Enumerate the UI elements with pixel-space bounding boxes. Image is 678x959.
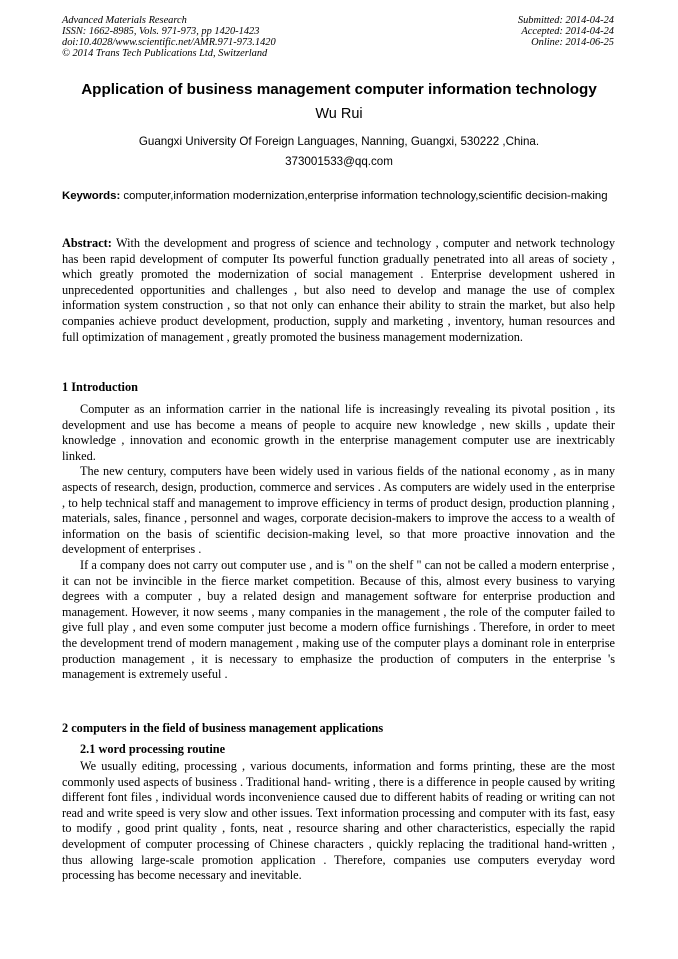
abstract-text: With the development and progress of science and technology , computer and network technology has been rapid development of computer Its powerful function gradually penetrated into all areas of society , which greatly promoted the modernization of social management . Enterprise development ushered in unprecedented opportunities and challenges , but also need to develop and manage the use of complex information system construction , so that not only can enhance their ability to strain the market, but also help companies achieve product development, production, supply and marketing , inventory, human resources and full optimization of management , greatly promoted the business management modernization. <box>62 236 615 344</box>
author-email: 373001533@qq.com <box>285 155 393 168</box>
keywords <box>62 189 615 204</box>
section-heading-applications: 2 computers in the field of business management applications <box>62 721 384 735</box>
abstract <box>62 236 615 345</box>
accepted-date: Accepted: 2014-04-24 <box>521 26 614 37</box>
paper-author: Wu Rui <box>315 106 363 122</box>
word-processing-body <box>62 759 615 884</box>
keywords-text: computer,information modernization,enterprise information technology,scientific decision-making <box>123 190 608 202</box>
subsection-heading-word-processing: 2.1 word processing routine <box>80 742 226 756</box>
journal-header-right <box>518 15 614 48</box>
paper-title: Application of business management computer information technology <box>81 81 597 98</box>
paragraph: We usually editing, processing , various documents, information and forms printing, these are the most commonly used aspects of business . Traditional hand- writing , there is a difference in people caused by writing different font files , individual words inconvenience caused due to different habits of reading or writing can not read and write speed is very slow and other issues. Text information processing and computer with its fast, easy to modify , good print quality , fonts, neat , resource sharing and other characteristics, especially the rapid development of computer processing of Chinese characters , quickly replacing the traditional hand-written , thus allowing large-scale promotion application . Therefore, companies use computers everyday word processing has become necessary and inevitable. <box>62 759 616 883</box>
paragraph: If a company does not carry out computer use , and is " on the shelf " can not be called a modern enterprise , it can not be invincible in the fierce market competition. Because of this, almost every business to varying degrees with a computer , buy a related design and management software for enterprise production and management. However, it now seems , many companies in the management , the role of the computer failed to give full play , and even some computer just become a modern office furnishings . Therefore, in order to meet the development trend of modern management , making use of the computer plays a dominant role in enterprise production management , it is necessary to emphasize the production of computers in the enterprise 's management is extremely useful . <box>62 557 615 682</box>
author-affiliation: Guangxi University Of Foreign Languages, Nanning, Guangxi, 530222 ,China. <box>138 135 540 148</box>
journal-issn: ISSN: 1662-8985, Vols. 971-973, pp 1420-1423 <box>62 26 260 37</box>
journal-doi: doi:10.4028/www.scientific.net/AMR.971-973.1420 <box>62 37 276 48</box>
journal-name: Advanced Materials Research <box>62 15 187 26</box>
journal-copyright: © 2014 Trans Tech Publications Ltd, Switzerland <box>62 48 268 59</box>
abstract-label: Abstract: <box>62 236 112 250</box>
introduction-body <box>62 402 615 683</box>
paragraph: Computer as an information carrier in the national life is increasingly revealing its pivotal position , its development and use has become a means of people to acquire new knowledge , new skills , update their knowledge , innovation and economic growth in the enterprise management computer use are inextricably linked. <box>62 402 615 463</box>
online-date: Online: 2014-06-25 <box>531 37 614 48</box>
paragraph: The new century, computers have been widely used in various fields of the national economy , as in many aspects of research, design, production, commerce and services . As computers are widely used in the enterprise , to help technical staff and management to improve efficiency in terms of product design, production planning , materials, sales, finance , personnel and wages, corporate decision-makers to improve the access to a wealth of information on the basis of scientific decision-making level, so that more proactive innovation and the development of enterprises . <box>62 464 615 557</box>
section-heading-introduction: 1 Introduction <box>62 380 138 394</box>
submitted-date: Submitted: 2014-04-24 <box>517 15 614 26</box>
journal-header-left <box>62 15 276 59</box>
keywords-label: Keywords: <box>62 190 121 202</box>
